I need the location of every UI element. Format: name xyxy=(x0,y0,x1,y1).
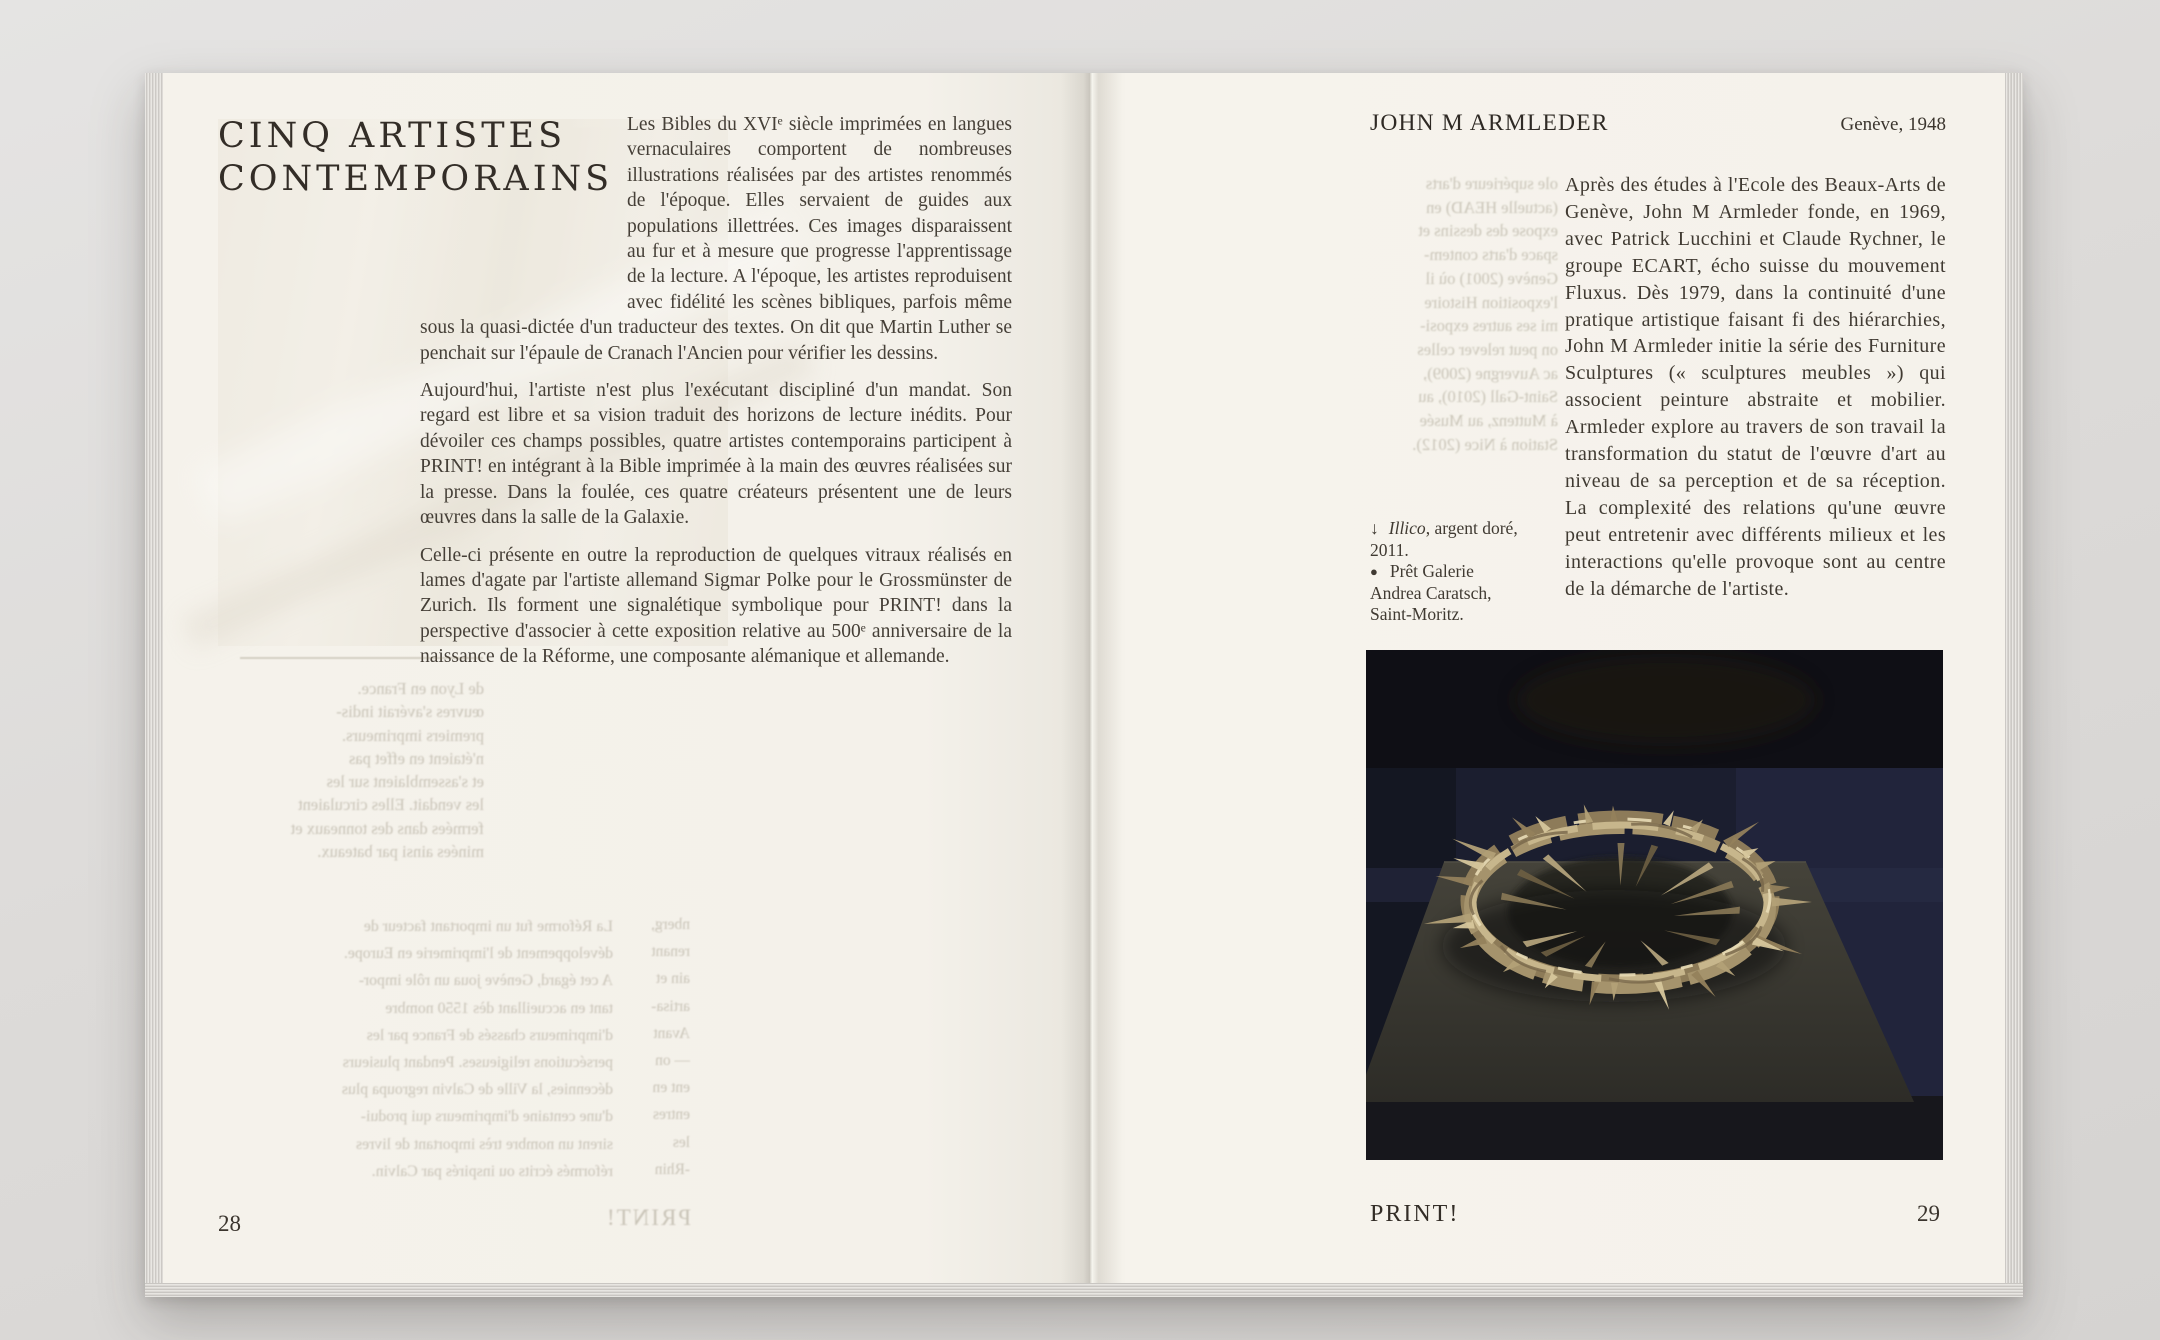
right-page xyxy=(1090,73,2005,1283)
page-stack-edge-left xyxy=(145,73,163,1283)
bleedthrough-text-fragments: nberg, renant ain et artisa- Avant — on ent en entres les -Rhin xyxy=(651,916,690,1178)
artwork-photo xyxy=(1366,650,1943,1160)
bleedthrough-brand: PRINT! xyxy=(605,1205,692,1230)
page-stack-edge-bottom xyxy=(145,1283,2023,1297)
caption-line-3 xyxy=(1370,561,1558,583)
artwork-title: Illico xyxy=(1388,518,1426,538)
bleedthrough-text-paragraph: La Réforme fut un important facteur de développement de l'imprimerie en Europe. A cet égard, Genève joua un rôle impor- tant en accueillant dès 1550 nombre d'imprimeurs chassés de France par les persécutions religieuses. Pendant plusieurs décennies, la Ville de Calvin regroupa plus d'une centaine d'imprimeurs qui produi- sirent un nombre très important de livres réformés écrits ou inspirés par Calvin. xyxy=(341,918,613,1180)
bleedthrough-rule xyxy=(240,657,483,659)
caption-line-1 xyxy=(1370,518,1558,540)
artwork-year: 2011. xyxy=(1370,539,1409,560)
artwork-credit-3: Saint-Moritz. xyxy=(1370,604,1464,624)
crown-of-thorns-graphic xyxy=(1366,650,1943,1160)
paragraph-1: Les Bibles du XVIᵉ siècle imprimées en langues vernaculaires comportent de nombreuses illustrations réalisées par des artistes renommés de l'époque. Elles servaient de guides aux populations illettrées. Ces images disparaissent au fur et à mesure que progresse l'apprentissage de la lecture. A l'époque, les artistes reproduisent avec fidélité les scènes bibliques, parfois même sous la quasi-dictée d'un traducteur des textes. On dit que Martin Luther se penchait sur l'épaule de Cranach l'Ancien pour vérifier les dessins. xyxy=(420,114,1012,364)
left-page-body-text xyxy=(420,112,1012,682)
artwork-medium: , argent doré, xyxy=(1425,518,1518,538)
page-number-right: 29 xyxy=(1917,1201,1940,1226)
bleedthrough-text-upper: de Lyon en France. œuvres s'avérait indis- premiers imprimeurs. n'étaient en effet pas et s'assemblaient sur les les vendait. Elles circulaient fermées dans des tonneaux et minées ainsi par bateaux. xyxy=(290,679,484,862)
artist-birthplace-year: Genève, 1948 xyxy=(1840,114,1946,135)
footer-brand: PRINT! xyxy=(1370,1201,1460,1227)
paragraph-3: Celle-ci présente en outre la reproduction de quelques vitraux réalisés en lames d'agate par l'artiste allemand Sigmar Polke pour le Grossmünster de Zurich. Ils forment une signalétique symbolique pour PRINT! dans la perspective d'associer à cette exposition relative au 500ᵉ anniversaire de la naissance de la Réforme, une composante alémanique et allemande. xyxy=(420,544,1012,668)
artwork-caption xyxy=(1370,518,1558,626)
down-arrow-icon: ↓ xyxy=(1370,518,1379,538)
heading-wrap-spacer xyxy=(420,112,627,290)
bullet-icon: ● xyxy=(1370,564,1378,579)
artwork-credit-2: Andrea Caratsch, xyxy=(1370,582,1492,603)
section-heading-line2: CONTEMPORAINS xyxy=(218,159,614,199)
bleedthrough-text-right-page: ole supérieure d'arts (actuelle HEAD) en expose des dessins et space d'arts contem- Genève (2001) où il l'exposition Histoire mi ses autres exposi- on peut relever celles ac Auvergne (2009), Saint-Gall (2010), au à Muttenz, au Musée Station à Nice (2012). xyxy=(1412,174,1558,454)
book-spread xyxy=(145,73,2023,1297)
paragraph-2: Aujourd'hui, l'artiste n'est plus l'exécutant discipliné d'un mandat. Son regard est libre et sa vision traduit des horizons de lecture inédits. Pour dévoiler ces champs possibles, quatre artistes contemporains participent à PRINT! en intégrant à la Bible imprimée à la main des œuvres réalisées sur la presse. Dans la foulée, ces quatre créateurs présentent une de leurs œuvres dans la salle de la Galaxie. xyxy=(420,380,1012,529)
artwork-credit-1: Prêt Galerie xyxy=(1389,561,1474,581)
right-page-footer xyxy=(1370,1201,1940,1228)
page-number-left: 28 xyxy=(218,1211,241,1236)
left-page xyxy=(163,73,1090,1283)
artist-header xyxy=(1370,110,1946,137)
section-heading-line1: CINQ ARTISTES xyxy=(218,116,567,156)
page-stack-edge-right xyxy=(2005,73,2023,1283)
artist-bio-text: Après des études à l'Ecole des Beaux-Arts de Genève, John M Armleder fonde, en 1969, avec Patrick Lucchini et Claude Rychner, le groupe ECART, écho suisse du mouvement Fluxus. Dès 1979, dans la continuité d'une pratique artistique faisant fi des hiérarchies, John M Armleder initie la série des Furniture Sculptures (« sculptures meubles ») qui associent peinture abstraite et mobilier. Armleder explore au travers de son travail la transformation du statut de l'œuvre d'art au niveau de sa perception et de sa réception. La complexité des relations qu'une œuvre peut entretenir avec différents milieux et les interactions qu'elle provoque sont au centre de la démarche de l'artiste. xyxy=(1565,174,1946,600)
artist-name: JOHN M ARMLEDER xyxy=(1370,110,1609,136)
